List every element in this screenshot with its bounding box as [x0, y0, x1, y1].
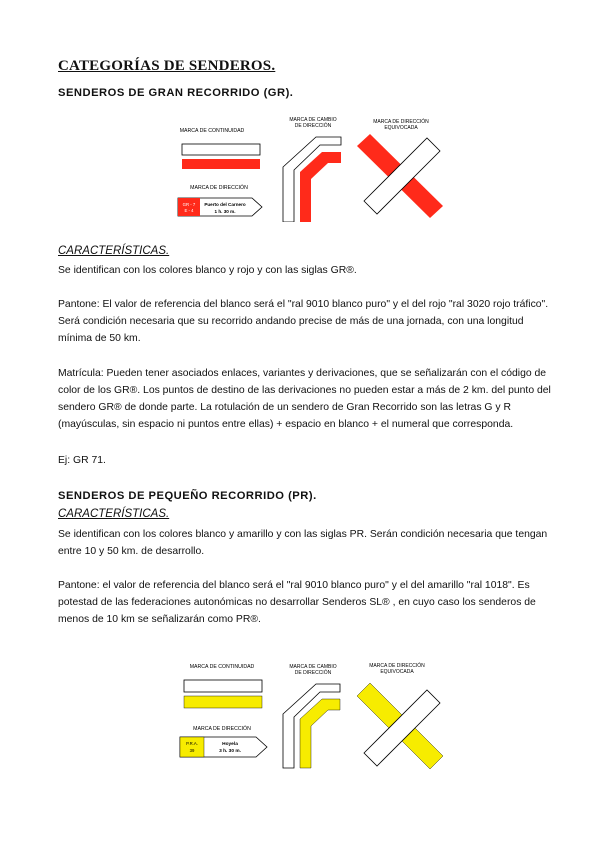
gr-characteristics-label: CARACTERÍSTICAS. [58, 245, 170, 257]
pr-signage-figure [170, 656, 450, 771]
pr-label-continuidad: MARCA DE CONTINUIDAD [189, 664, 255, 670]
pr-sign-code-1: P.R.A. [186, 741, 198, 746]
gr-paragraph-pantone: Pantone: El valor de referencia del blanco será el "ral 9010 blanco puro" y el del rojo "ral 3020 rojo tráfico". Será condición necesaria que su recorrido andando precise de más de una jornada, con una longitud mínima de 50 km. [58, 299, 549, 344]
pr-direction-sign-code-box [180, 737, 204, 757]
pr-label-cambio-1: MARCA DE CAMBIO [289, 664, 337, 670]
page-title: CATEGORÍAS DE SENDEROS. [58, 58, 276, 74]
pr-sign-dest-1: Hoyela [222, 742, 238, 747]
pr-paragraph-pantone: Pantone: el valor de referencia del blanco será el "ral 9010 blanco puro" y el del amarillo "ral 1018". Es potestad de las federaciones autonómicas no desarrollar Senderos SL® , en cuyo caso los senderos de menos de 10 km se señalizarán como PR®. [58, 580, 536, 625]
gr-label-equivocada-1: MARCA DE DIRECCIÓN [373, 119, 429, 125]
gr-direction-sign-code-box [178, 198, 200, 216]
pr-continuity-white-band [184, 680, 262, 692]
pr-continuity-color-band [184, 696, 262, 708]
pr-label-equivocada-1: MARCA DE DIRECCIÓN [369, 663, 425, 669]
gr-label-cambio-2: DE DIRECCIÓN [294, 123, 332, 129]
gr-turn-color-band [300, 152, 341, 222]
gr-paragraph-example: Ej: GR 71. [58, 455, 106, 466]
gr-sign-dest-2: 1 h. 30 m. [214, 209, 236, 214]
pr-characteristics-label: CARACTERÍSTICAS. [58, 508, 170, 520]
gr-sign-dest-1: Puerto del Carnero [204, 202, 246, 207]
pr-paragraph-1: Se identifican con los colores blanco y amarillo y con las siglas PR. Serán condición necesaria que tengan entre 10 y 50 km. de desarrollo. [58, 529, 548, 557]
gr-label-continuidad: MARCA DE CONTINUIDAD [179, 128, 245, 134]
pr-label-direccion: MARCA DE DIRECCIÓN [193, 726, 251, 732]
gr-paragraph-matricula: Matrícula: Pueden tener asociados enlaces, variantes y derivaciones, que se señalizarán con el código de color de los GR®. Los puntos de destino de las derivaciones no pueden estar a más de 2 km. del punto del sendero GR® de donde parte. La rotulación de un sendero de Gran Recorrido son las letras G y R (mayúsculas, sin espacio ni puntos entre ellas) + espacio en blanco + el numeral que corresponda. [58, 368, 551, 430]
gr-turn-white-band [283, 137, 341, 222]
pr-label-equivocada-2: EQUIVOCADA [380, 669, 414, 675]
pr-label-cambio-2: DE DIRECCIÓN [294, 670, 332, 676]
pr-sign-dest-2: 3 h. 30 m. [219, 749, 241, 754]
pr-turn-white-band [283, 684, 340, 768]
gr-label-cambio-1: MARCA DE CAMBIO [289, 117, 337, 123]
gr-paragraph-1: Se identifican con los colores blanco y rojo y con las siglas GR®. [58, 265, 357, 276]
gr-sign-code-2: E - 4 [184, 208, 194, 213]
pr-heading: SENDEROS DE PEQUEÑO RECORRIDO (PR). [58, 490, 317, 502]
gr-signage-figure [170, 112, 450, 222]
gr-label-direccion: MARCA DE DIRECCIÓN [190, 185, 248, 191]
gr-sign-code-1: GR - 7 [182, 202, 196, 207]
gr-continuity-white-band [182, 144, 260, 155]
pr-sign-code-2: 39 [189, 748, 195, 753]
pr-turn-color-band [300, 699, 340, 768]
gr-label-equivocada-2: EQUIVOCADA [384, 125, 418, 131]
gr-continuity-color-band [182, 159, 260, 169]
gr-heading: SENDEROS DE GRAN RECORRIDO (GR). [58, 87, 294, 99]
